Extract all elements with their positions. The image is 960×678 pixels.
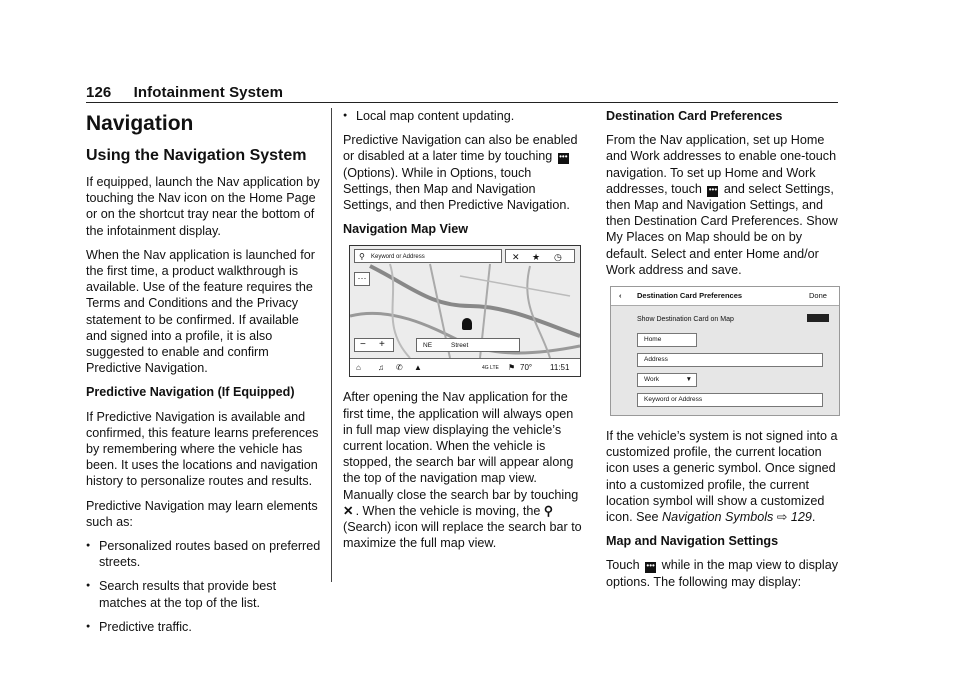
paragraph-launch: If equipped, launch the Nav application by touching the Nav icon on the Home Page or on the shortcut tray near the bottom of the infotainment display.	[86, 175, 320, 238]
dest-title: Destination Card Preferences	[637, 291, 743, 301]
map-roads	[350, 246, 580, 376]
map-search-placeholder: Keyword or Address	[371, 254, 425, 261]
dest-show-label: Show Destination Card on Map	[637, 316, 734, 324]
enable-text-a: Predictive Navigation can also be enabled or disabled at a later time by touching	[343, 133, 578, 164]
column-2	[343, 108, 583, 559]
map-temperature: 70°	[520, 363, 533, 373]
map-time: 11:51	[550, 363, 570, 373]
clock-icon[interactable]: ◷	[554, 252, 562, 263]
heading-map-view: Navigation Map View	[343, 222, 469, 237]
dest-work-select[interactable]	[637, 373, 697, 387]
star-icon[interactable]: ★	[532, 252, 541, 263]
after-text-a: After opening the Nav application for the first time, the application will always open in full map view displaying the vehicle’s current location. When the vehicle is stopped, the search bar will appear along the top of the navigation map view. Manually close the search bar by touching	[343, 390, 579, 502]
dest-text-a: From the Nav application, set up Home and Work addresses to enable one-touch navigation. To set up Home and Work addresses, touch	[606, 133, 837, 196]
paragraph-enable	[343, 132, 583, 213]
search-icon: ⚲	[359, 252, 365, 262]
map-search-bar[interactable]	[354, 249, 502, 263]
options-icon: •••	[645, 562, 656, 573]
paragraph-signed-in	[606, 428, 840, 525]
column-1	[86, 108, 322, 643]
phone-icon[interactable]: ✆	[396, 363, 403, 373]
map-status-bar	[350, 358, 580, 377]
dest-toggle[interactable]	[807, 314, 829, 322]
options-icon: •••	[558, 153, 569, 164]
dest-done[interactable]: Done	[809, 291, 827, 301]
section-title: Infotainment System	[133, 84, 284, 101]
bullet-search: ● Search results that provide best matches at the top of the list.	[86, 578, 322, 610]
dest-address-field[interactable]: Address	[637, 353, 823, 367]
back-chevron-icon[interactable]: ‹	[619, 291, 622, 301]
map-options-button[interactable]: ···	[354, 272, 370, 286]
column-divider	[331, 108, 332, 582]
vehicle-location-icon	[462, 318, 472, 330]
paragraph-destination	[606, 132, 840, 278]
close-x-icon: ✕	[343, 503, 354, 518]
touch-text-b: while in the map view to display options. The following may display:	[606, 558, 839, 589]
ref-arrow-icon: ⇨	[776, 510, 788, 525]
heading-map-settings: Map and Navigation Settings	[606, 534, 779, 549]
paragraph-first-time: When the Nav application is launched for the first time, a product walkthrough is available. Use of the feature requires the Terms and Conditions and the Privacy statement to be confirmed. If available and signed into a profile, it is also suggested to enable and confirm Predictive Navigation.	[86, 247, 315, 376]
bullet-local-map: ● Local map content updating.	[343, 108, 583, 124]
music-icon[interactable]: ♫	[378, 363, 384, 373]
signed-ref[interactable]: Navigation Symbols	[662, 510, 774, 525]
chevron-down-icon: ▼	[685, 376, 692, 384]
map-signal: 4G LTE	[482, 365, 499, 372]
after-text-c: (Search) icon will replace the search bar to maximize the full map view.	[343, 520, 582, 551]
map-top-icons	[505, 249, 575, 263]
signed-page[interactable]: 129	[790, 510, 812, 525]
bullet-routes: ● Personalized routes based on preferred streets.	[86, 538, 322, 570]
heading-predictive: Predictive Navigation (If Equipped)	[86, 385, 295, 400]
column-3	[606, 108, 840, 598]
nav-icon[interactable]: ▲	[414, 363, 422, 373]
destination-card-figure	[610, 286, 840, 416]
options-icon: •••	[707, 186, 718, 197]
signed-period: .	[811, 510, 816, 525]
dest-home-field[interactable]: Home	[637, 333, 697, 347]
page-title: Navigation	[86, 112, 194, 135]
dest-work-label: Work	[644, 376, 660, 384]
paragraph-touch	[606, 557, 840, 589]
close-icon[interactable]: ✕	[512, 252, 520, 263]
dest-keyword-field[interactable]: Keyword or Address	[637, 393, 823, 407]
search-glyph-icon: ⚲	[543, 503, 554, 518]
home-icon[interactable]: ⌂	[356, 363, 361, 373]
after-text-b: . When the vehicle is moving, the	[355, 503, 541, 518]
map-view-figure	[349, 245, 581, 377]
map-street-bar	[416, 338, 520, 352]
map-street: Street	[451, 342, 469, 350]
signed-text-a: If the vehicle’s system is not signed into a customized profile, the current location icon uses a generic symbol. Once signed into a customized profile, the current location symbol will show a customized icon. See	[606, 429, 838, 525]
zoom-out-icon[interactable]: −	[360, 339, 366, 351]
map-zoom-control	[354, 338, 394, 352]
dest-header	[611, 287, 839, 306]
page-number: 126	[86, 84, 112, 101]
paragraph-after-opening	[343, 389, 583, 551]
enable-text-b: (Options). While in Options, touch Settings, then Map and Navigation Settings, and then Predictive Navigation.	[343, 165, 570, 213]
map-direction: NE	[423, 342, 433, 350]
paragraph-predictive: If Predictive Navigation is available and confirmed, this feature learns preferences by remembering where the vehicle has been. It uses the locations and navigation history to personalize routes and results.	[86, 409, 319, 489]
touch-text-a: Touch	[606, 558, 640, 573]
zoom-in-icon[interactable]: +	[379, 339, 385, 351]
header-rule	[86, 102, 838, 103]
section-subtitle: Using the Navigation System	[86, 147, 307, 164]
heading-destination-card: Destination Card Preferences	[606, 109, 783, 123]
dest-text-b: and select Settings, then Map and Navigation Settings, and then Destination Card Preferences. Show My Places on Map should be on by default. Select and enter Home and/or Work address and save.	[606, 181, 838, 277]
page-header	[86, 84, 283, 101]
bullet-traffic: ● Predictive traffic.	[86, 619, 322, 635]
location-pin-icon: ⚑	[508, 363, 516, 373]
paragraph-learn: Predictive Navigation may learn elements such as:	[86, 498, 318, 529]
